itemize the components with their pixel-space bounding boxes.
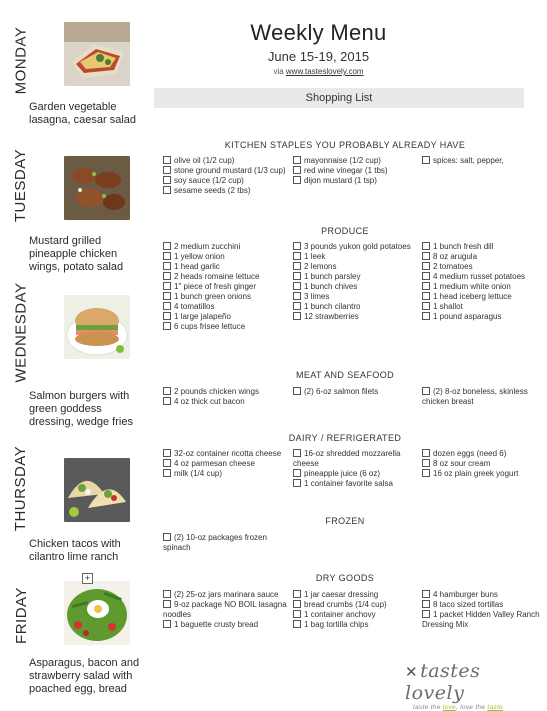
checkbox-icon[interactable] xyxy=(422,459,430,467)
checkbox-icon[interactable] xyxy=(163,459,171,467)
list-item xyxy=(422,469,547,479)
checkbox-icon[interactable] xyxy=(163,166,171,174)
add-icon[interactable]: + xyxy=(82,573,93,584)
date-range: June 15-19, 2015 xyxy=(267,49,370,64)
list-item xyxy=(422,312,547,322)
list-item xyxy=(422,590,547,600)
list-item xyxy=(163,459,288,469)
checkbox-icon[interactable] xyxy=(163,292,171,300)
list-item xyxy=(422,600,547,610)
checkbox-icon[interactable] xyxy=(293,302,301,310)
list-item-label: stone ground mustard (1/3 cup) xyxy=(174,166,286,175)
list-column xyxy=(163,242,288,332)
checkbox-icon[interactable] xyxy=(293,600,301,608)
list-column xyxy=(293,590,418,630)
list-column xyxy=(422,590,547,630)
list-item-label: 1 packet Hidden Valley Ranch Dressing Mix xyxy=(422,610,540,629)
checkbox-icon[interactable] xyxy=(422,312,430,320)
checkbox-icon[interactable] xyxy=(293,242,301,250)
checkbox-icon[interactable] xyxy=(293,272,301,280)
list-item-label: 1 bunch green onions xyxy=(174,292,251,301)
checkbox-icon[interactable] xyxy=(293,620,301,628)
list-item xyxy=(163,176,288,186)
list-item-label: 8 taco sized tortillas xyxy=(433,600,504,609)
section-title: PRODUCE xyxy=(321,226,369,236)
list-item-label: 1 container favorite salsa xyxy=(304,479,393,488)
list-item-label: 1" piece of fresh ginger xyxy=(174,282,256,291)
list-item xyxy=(293,282,418,292)
checkbox-icon[interactable] xyxy=(422,469,430,477)
checkbox-icon[interactable] xyxy=(163,387,171,395)
list-item xyxy=(163,262,288,272)
list-item xyxy=(163,312,288,322)
list-item-label: 1 container anchovy xyxy=(304,610,376,619)
list-item xyxy=(163,397,288,407)
list-item-label: 32-oz container ricotta cheese xyxy=(174,449,282,458)
list-item xyxy=(163,302,288,312)
list-column xyxy=(422,449,547,479)
section-title: FROZEN xyxy=(325,516,365,526)
list-item-label: 1 bunch parsley xyxy=(304,272,361,281)
list-item xyxy=(293,252,418,262)
day-label: FRIDAY xyxy=(12,586,30,644)
meal-text: Garden vegetable lasagna, caesar salad xyxy=(29,101,137,126)
list-item-label: 9-oz package NO BOIL lasagna noodles xyxy=(163,600,287,619)
checkbox-icon[interactable] xyxy=(163,252,171,260)
list-item xyxy=(163,387,288,397)
list-item xyxy=(293,242,418,252)
checkbox-icon[interactable] xyxy=(293,262,301,270)
section-title: DRY GOODS xyxy=(315,573,375,583)
list-item-label: 3 pounds yukon gold potatoes xyxy=(304,242,411,251)
meal-text: Mustard grilled pineapple chicken wings, potato salad xyxy=(29,235,124,273)
tastes-lovely-logo xyxy=(405,660,540,711)
checkbox-icon[interactable] xyxy=(163,590,171,598)
list-item-label: pineapple juice (6 oz) xyxy=(304,469,381,478)
list-column xyxy=(422,156,547,166)
list-item xyxy=(293,272,418,282)
checkbox-icon[interactable] xyxy=(163,533,171,541)
logo-wordmark xyxy=(405,660,540,704)
list-item-label: 1 pound asparagus xyxy=(433,312,502,321)
list-column xyxy=(163,387,288,407)
checkbox-icon[interactable] xyxy=(422,600,430,608)
list-item xyxy=(293,262,418,272)
meal-text: Salmon burgers with green goddess dressing, wedge fries xyxy=(29,390,133,428)
section-title: KITCHEN STAPLES YOU PROBABLY ALREADY HAVE xyxy=(224,140,466,150)
list-item xyxy=(293,166,418,176)
page-title: Weekly Menu xyxy=(250,20,387,45)
checkbox-icon[interactable] xyxy=(163,272,171,280)
checkbox-icon[interactable] xyxy=(163,302,171,310)
shopping-list-header: Shopping List xyxy=(154,88,524,108)
chicken-wings-photo xyxy=(64,156,130,220)
list-item-label: 1 bag tortilla chips xyxy=(304,620,369,629)
day-label: THURSDAY xyxy=(12,445,30,531)
list-item-label: 4 tomatillos xyxy=(174,302,215,311)
meal-text: Asparagus, bacon and strawberry salad with poached egg, bread xyxy=(29,657,140,695)
list-item-label: milk (1/4 cup) xyxy=(174,469,223,478)
list-item-label: 2 tomatoes xyxy=(433,262,473,271)
list-item xyxy=(163,322,288,332)
list-column xyxy=(163,590,288,630)
list-item-label: 1 medium white onion xyxy=(433,282,511,291)
checkbox-icon[interactable] xyxy=(293,312,301,320)
list-column xyxy=(163,449,288,479)
checkbox-icon[interactable] xyxy=(163,312,171,320)
list-item xyxy=(422,262,547,272)
list-item xyxy=(422,282,547,292)
lasagna-photo xyxy=(64,22,130,86)
checkbox-icon[interactable] xyxy=(293,449,301,457)
checkbox-icon[interactable] xyxy=(163,469,171,477)
list-item-label: 1 bunch cilantro xyxy=(304,302,361,311)
checkbox-icon[interactable] xyxy=(293,282,301,290)
list-item-label: spices: salt, pepper, xyxy=(433,156,504,165)
checkbox-icon[interactable] xyxy=(422,252,430,260)
checkbox-icon[interactable] xyxy=(163,176,171,184)
list-item-label: bread crumbs (1/4 cup) xyxy=(304,600,387,609)
list-item-label: sesame seeds (2 tbs) xyxy=(174,186,251,195)
checkbox-icon[interactable] xyxy=(163,600,171,608)
checkbox-icon[interactable] xyxy=(293,166,301,174)
list-item-label: 3 limes xyxy=(304,292,330,301)
list-item-label: 12 strawberries xyxy=(304,312,359,321)
checkbox-icon[interactable] xyxy=(422,282,430,290)
list-column xyxy=(293,387,418,397)
list-item-label: 1 leek xyxy=(304,252,326,261)
list-item xyxy=(422,610,547,630)
list-item-label: 1 baguette crusty bread xyxy=(174,620,259,629)
salmon-burger-photo xyxy=(64,295,130,359)
list-item xyxy=(163,620,288,630)
via-label: via xyxy=(273,67,284,76)
list-item-label: mayonnaise (1/2 cup) xyxy=(304,156,381,165)
checkbox-icon[interactable] xyxy=(163,242,171,250)
list-item xyxy=(163,282,288,292)
list-item-label: 16-oz shredded mozzarella cheese xyxy=(293,449,401,468)
list-column xyxy=(163,533,288,553)
checkbox-icon[interactable] xyxy=(422,156,430,164)
list-item xyxy=(422,272,547,282)
checkbox-icon[interactable] xyxy=(163,620,171,628)
checkbox-icon[interactable] xyxy=(422,242,430,250)
checkbox-icon[interactable] xyxy=(422,302,430,310)
list-item xyxy=(163,166,288,176)
list-item-label: 2 medium zucchini xyxy=(174,242,241,251)
day-label: TUESDAY xyxy=(12,148,30,222)
list-item-label: 16 oz plain greek yogurt xyxy=(433,469,519,478)
checkbox-icon[interactable] xyxy=(163,397,171,405)
checkbox-icon[interactable] xyxy=(422,272,430,280)
website-link[interactable]: www.tasteslovely.com xyxy=(285,67,364,76)
list-item-label: 1 bunch chives xyxy=(304,282,358,291)
logo-name: tastes lovely xyxy=(405,660,481,704)
list-item xyxy=(163,242,288,252)
list-item xyxy=(293,176,418,186)
checkbox-icon[interactable] xyxy=(293,252,301,260)
list-item-label: 4 oz thick cut bacon xyxy=(174,397,245,406)
logo-tagline: taste the love, love the taste xyxy=(413,704,503,711)
list-item-label: 2 pounds chicken wings xyxy=(174,387,259,396)
section-title: MEAT AND SEAFOOD xyxy=(295,370,395,380)
checkbox-icon[interactable] xyxy=(163,186,171,194)
list-item xyxy=(163,449,288,459)
checkbox-icon[interactable] xyxy=(163,282,171,290)
list-item-label: (2) 8-oz boneless, skinless chicken breast xyxy=(422,387,528,406)
list-item xyxy=(163,590,288,600)
list-item xyxy=(293,156,418,166)
list-item-label: 2 lemons xyxy=(304,262,337,271)
list-column xyxy=(422,242,547,322)
source-credit xyxy=(200,67,437,76)
list-item xyxy=(422,387,547,407)
x-mark-icon: ✕ xyxy=(405,663,419,681)
list-item xyxy=(163,533,288,553)
list-item xyxy=(163,292,288,302)
meal-text: Chicken tacos with cilantro lime ranch xyxy=(29,538,121,563)
list-item-label: 4 hamburger buns xyxy=(433,590,498,599)
checkbox-icon[interactable] xyxy=(293,387,301,395)
list-item-label: 6 cups frisee lettuce xyxy=(174,322,246,331)
list-item-label: 8 oz arugula xyxy=(433,252,478,261)
list-item-label: olive oil (1/2 cup) xyxy=(174,156,235,165)
checkbox-icon[interactable] xyxy=(422,590,430,598)
list-item xyxy=(293,312,418,322)
list-item-label: soy sauce (1/2 cup) xyxy=(174,176,244,185)
checkbox-icon[interactable] xyxy=(422,449,430,457)
list-item xyxy=(293,449,418,469)
list-item xyxy=(422,292,547,302)
list-item xyxy=(422,156,547,166)
chicken-tacos-photo xyxy=(64,458,130,522)
checkbox-icon[interactable] xyxy=(163,262,171,270)
list-item xyxy=(293,620,418,630)
list-item-label: 2 heads romaine lettuce xyxy=(174,272,260,281)
list-column xyxy=(293,449,418,489)
list-item xyxy=(163,469,288,479)
list-item-label: 8 oz sour cream xyxy=(433,459,491,468)
list-item-label: 1 large jalapeño xyxy=(174,312,231,321)
checkbox-icon[interactable] xyxy=(293,292,301,300)
list-item xyxy=(293,387,418,397)
list-item xyxy=(422,242,547,252)
list-column xyxy=(293,242,418,322)
list-item xyxy=(293,469,418,479)
list-item xyxy=(422,252,547,262)
list-item-label: red wine vinegar (1 tbs) xyxy=(304,166,388,175)
list-item-label: 1 jar caesar dressing xyxy=(304,590,379,599)
checkbox-icon[interactable] xyxy=(293,590,301,598)
list-column xyxy=(163,156,288,196)
list-item-label: (2) 25-oz jars marinara sauce xyxy=(174,590,279,599)
asparagus-salad-photo xyxy=(64,581,130,645)
list-item xyxy=(293,479,418,489)
list-item-label: 4 oz parmesan cheese xyxy=(174,459,255,468)
list-item xyxy=(293,600,418,610)
list-item xyxy=(422,459,547,469)
checkbox-icon[interactable] xyxy=(293,156,301,164)
list-item-label: dozen eggs (need 6) xyxy=(433,449,507,458)
checkbox-icon[interactable] xyxy=(163,449,171,457)
checkbox-icon[interactable] xyxy=(422,292,430,300)
list-item xyxy=(163,272,288,282)
list-item-label: 1 head iceberg lettuce xyxy=(433,292,512,301)
list-item-label: 4 medium russet potatoes xyxy=(433,272,526,281)
checkbox-icon[interactable] xyxy=(293,469,301,477)
checkbox-icon[interactable] xyxy=(163,322,171,330)
checkbox-icon[interactable] xyxy=(293,176,301,184)
list-item-label: 1 shallot xyxy=(433,302,463,311)
list-item xyxy=(422,449,547,459)
list-item-label: (2) 6-oz salmon filets xyxy=(304,387,379,396)
list-item xyxy=(293,610,418,620)
list-column xyxy=(422,387,547,407)
list-item xyxy=(163,600,288,620)
checkbox-icon[interactable] xyxy=(422,610,430,618)
day-label: WEDNESDAY xyxy=(12,281,30,383)
checkbox-icon[interactable] xyxy=(163,156,171,164)
day-label: MONDAY xyxy=(12,26,30,94)
list-item-label: 1 bunch fresh dill xyxy=(433,242,494,251)
list-item xyxy=(293,292,418,302)
list-item-label: dijon mustard (1 tsp) xyxy=(304,176,377,185)
list-item xyxy=(163,156,288,166)
list-item-label: (2) 10-oz packages frozen spinach xyxy=(163,533,267,552)
checkbox-icon[interactable] xyxy=(422,262,430,270)
list-column xyxy=(293,156,418,186)
list-item xyxy=(293,590,418,600)
list-item xyxy=(163,252,288,262)
checkbox-icon[interactable] xyxy=(293,610,301,618)
checkbox-icon[interactable] xyxy=(422,387,430,395)
list-item-label: 1 head garlic xyxy=(174,262,220,271)
list-item xyxy=(293,302,418,312)
section-title: DAIRY / REFRIGERATED xyxy=(288,433,402,443)
list-item-label: 1 yellow onion xyxy=(174,252,225,261)
list-item xyxy=(163,186,288,196)
list-item xyxy=(422,302,547,312)
checkbox-icon[interactable] xyxy=(293,479,301,487)
